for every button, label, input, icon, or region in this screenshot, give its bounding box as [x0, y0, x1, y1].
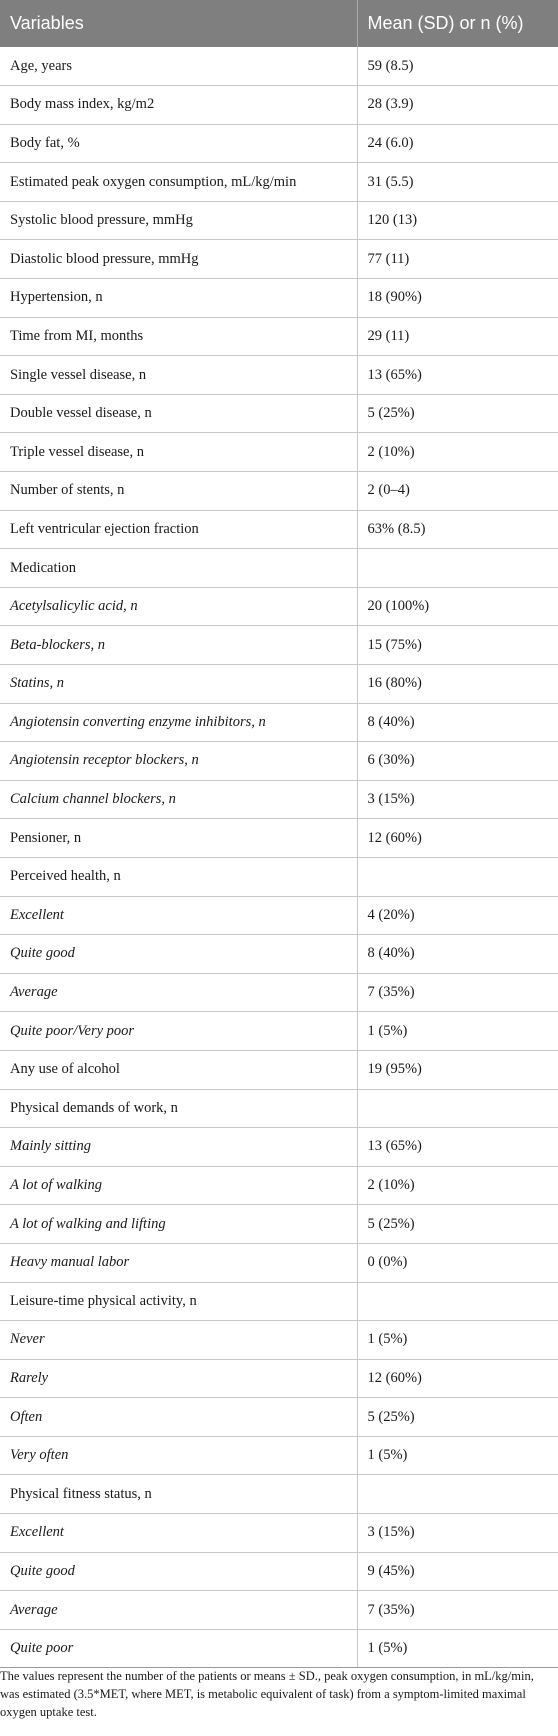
value-cell: 12 (60%) [357, 819, 558, 858]
value-cell: 1 (5%) [357, 1321, 558, 1360]
variable-cell: Diastolic blood pressure, mmHg [0, 240, 357, 279]
variable-cell: Angiotensin converting enzyme inhibitors, n [0, 703, 357, 742]
value-cell: 77 (11) [357, 240, 558, 279]
value-cell: 1 (5%) [357, 1012, 558, 1051]
table-row [0, 510, 558, 549]
table-row [0, 549, 558, 588]
variable-cell: Systolic blood pressure, mmHg [0, 201, 357, 240]
value-cell [357, 1089, 558, 1128]
value-cell: 6 (30%) [357, 742, 558, 781]
variable-cell: A lot of walking [0, 1166, 357, 1205]
table-row [0, 896, 558, 935]
variable-cell: Any use of alcohol [0, 1050, 357, 1089]
table-row [0, 433, 558, 472]
variable-cell: Never [0, 1321, 357, 1360]
variable-cell: Double vessel disease, n [0, 394, 357, 433]
value-cell: 15 (75%) [357, 626, 558, 665]
value-cell: 24 (6.0) [357, 124, 558, 163]
variable-cell: Average [0, 1591, 357, 1630]
table-row [0, 973, 558, 1012]
variable-cell: Medication [0, 549, 357, 588]
table-row [0, 124, 558, 163]
value-cell: 5 (25%) [357, 1205, 558, 1244]
variable-cell: A lot of walking and lifting [0, 1205, 357, 1244]
table-row [0, 1514, 558, 1553]
variable-cell: Physical fitness status, n [0, 1475, 357, 1514]
table-row [0, 472, 558, 511]
variable-cell: Quite poor [0, 1629, 357, 1668]
value-cell: 9 (45%) [357, 1552, 558, 1591]
variable-cell: Statins, n [0, 665, 357, 704]
table-row [0, 935, 558, 974]
variable-cell: Physical demands of work, n [0, 1089, 357, 1128]
variable-cell: Calcium channel blockers, n [0, 780, 357, 819]
variable-cell: Time from MI, months [0, 317, 357, 356]
variable-cell: Perceived health, n [0, 857, 357, 896]
value-cell: 7 (35%) [357, 973, 558, 1012]
value-cell: 13 (65%) [357, 356, 558, 395]
table-row [0, 1359, 558, 1398]
value-cell: 13 (65%) [357, 1128, 558, 1167]
variable-cell: Rarely [0, 1359, 357, 1398]
variable-cell: Often [0, 1398, 357, 1437]
value-cell: 1 (5%) [357, 1436, 558, 1475]
value-cell: 7 (35%) [357, 1591, 558, 1630]
value-cell: 1 (5%) [357, 1629, 558, 1668]
variable-cell: Mainly sitting [0, 1128, 357, 1167]
table-row [0, 1552, 558, 1591]
value-cell: 19 (95%) [357, 1050, 558, 1089]
variable-cell: Body fat, % [0, 124, 357, 163]
variable-cell: Excellent [0, 1514, 357, 1553]
table-row [0, 587, 558, 626]
table-row [0, 1012, 558, 1051]
variable-cell: Angiotensin receptor blockers, n [0, 742, 357, 781]
variable-cell: Beta-blockers, n [0, 626, 357, 665]
table-row [0, 394, 558, 433]
table-row [0, 1629, 558, 1668]
variable-cell: Hypertension, n [0, 279, 357, 318]
table-row [0, 1282, 558, 1321]
variable-cell: Excellent [0, 896, 357, 935]
variable-cell: Leisure-time physical activity, n [0, 1282, 357, 1321]
variable-cell: Pensioner, n [0, 819, 357, 858]
table-row [0, 1205, 558, 1244]
variable-cell: Body mass index, kg/m2 [0, 86, 357, 125]
table-row [0, 1436, 558, 1475]
value-cell: 16 (80%) [357, 665, 558, 704]
value-cell: 2 (10%) [357, 1166, 558, 1205]
value-cell: 8 (40%) [357, 703, 558, 742]
table-row [0, 626, 558, 665]
table-footnote: The values represent the number of the patients or means ± SD., peak oxygen consumption, in mL/kg/min, was estimated (3.5*MET, where MET, is metabolic equivalent of task) from a symptom-limited maximal oxygen uptake test. [0, 1669, 534, 1719]
table-row [0, 665, 558, 704]
table-row [0, 1050, 558, 1089]
header-mean-sd-n: Mean (SD) or n (%) [357, 0, 558, 47]
value-cell: 8 (40%) [357, 935, 558, 974]
value-cell: 3 (15%) [357, 1514, 558, 1553]
table-row [0, 201, 558, 240]
table-row [0, 819, 558, 858]
value-cell: 12 (60%) [357, 1359, 558, 1398]
table-row [0, 317, 558, 356]
table-row [0, 1166, 558, 1205]
value-cell: 29 (11) [357, 317, 558, 356]
table-row [0, 279, 558, 318]
table-row [0, 356, 558, 395]
table-row [0, 1591, 558, 1630]
variable-cell: Heavy manual labor [0, 1243, 357, 1282]
value-cell: 2 (0–4) [357, 472, 558, 511]
table-row [0, 47, 558, 86]
variable-cell: Acetylsalicylic acid, n [0, 587, 357, 626]
variable-cell: Quite good [0, 935, 357, 974]
value-cell [357, 1475, 558, 1514]
value-cell [357, 857, 558, 896]
table-row [0, 1321, 558, 1360]
table-row [0, 703, 558, 742]
variable-cell: Single vessel disease, n [0, 356, 357, 395]
table-row [0, 780, 558, 819]
value-cell [357, 1282, 558, 1321]
header-row [0, 0, 558, 47]
table-row [0, 857, 558, 896]
table-row [0, 240, 558, 279]
table-row [0, 1089, 558, 1128]
value-cell: 5 (25%) [357, 394, 558, 433]
table-header [0, 0, 558, 47]
value-cell: 120 (13) [357, 201, 558, 240]
table-row [0, 1128, 558, 1167]
value-cell: 28 (3.9) [357, 86, 558, 125]
variable-cell: Estimated peak oxygen consumption, mL/kg/min [0, 163, 357, 202]
value-cell: 5 (25%) [357, 1398, 558, 1437]
variable-cell: Average [0, 973, 357, 1012]
value-cell: 20 (100%) [357, 587, 558, 626]
variable-cell: Number of stents, n [0, 472, 357, 511]
variable-cell: Age, years [0, 47, 357, 86]
value-cell: 2 (10%) [357, 433, 558, 472]
table-row [0, 1243, 558, 1282]
value-cell: 0 (0%) [357, 1243, 558, 1282]
value-cell: 31 (5.5) [357, 163, 558, 202]
table-row [0, 1398, 558, 1437]
variable-cell: Quite poor/Very poor [0, 1012, 357, 1051]
value-cell: 4 (20%) [357, 896, 558, 935]
table-row [0, 742, 558, 781]
header-variables: Variables [0, 0, 357, 47]
variable-cell: Quite good [0, 1552, 357, 1591]
variable-cell: Triple vessel disease, n [0, 433, 357, 472]
variable-cell: Left ventricular ejection fraction [0, 510, 357, 549]
value-cell [357, 549, 558, 588]
value-cell: 3 (15%) [357, 780, 558, 819]
variable-cell: Very often [0, 1436, 357, 1475]
table-row [0, 86, 558, 125]
value-cell: 18 (90%) [357, 279, 558, 318]
table-body [0, 47, 558, 1668]
table-row [0, 163, 558, 202]
table-row [0, 1475, 558, 1514]
value-cell: 59 (8.5) [357, 47, 558, 86]
value-cell: 63% (8.5) [357, 510, 558, 549]
